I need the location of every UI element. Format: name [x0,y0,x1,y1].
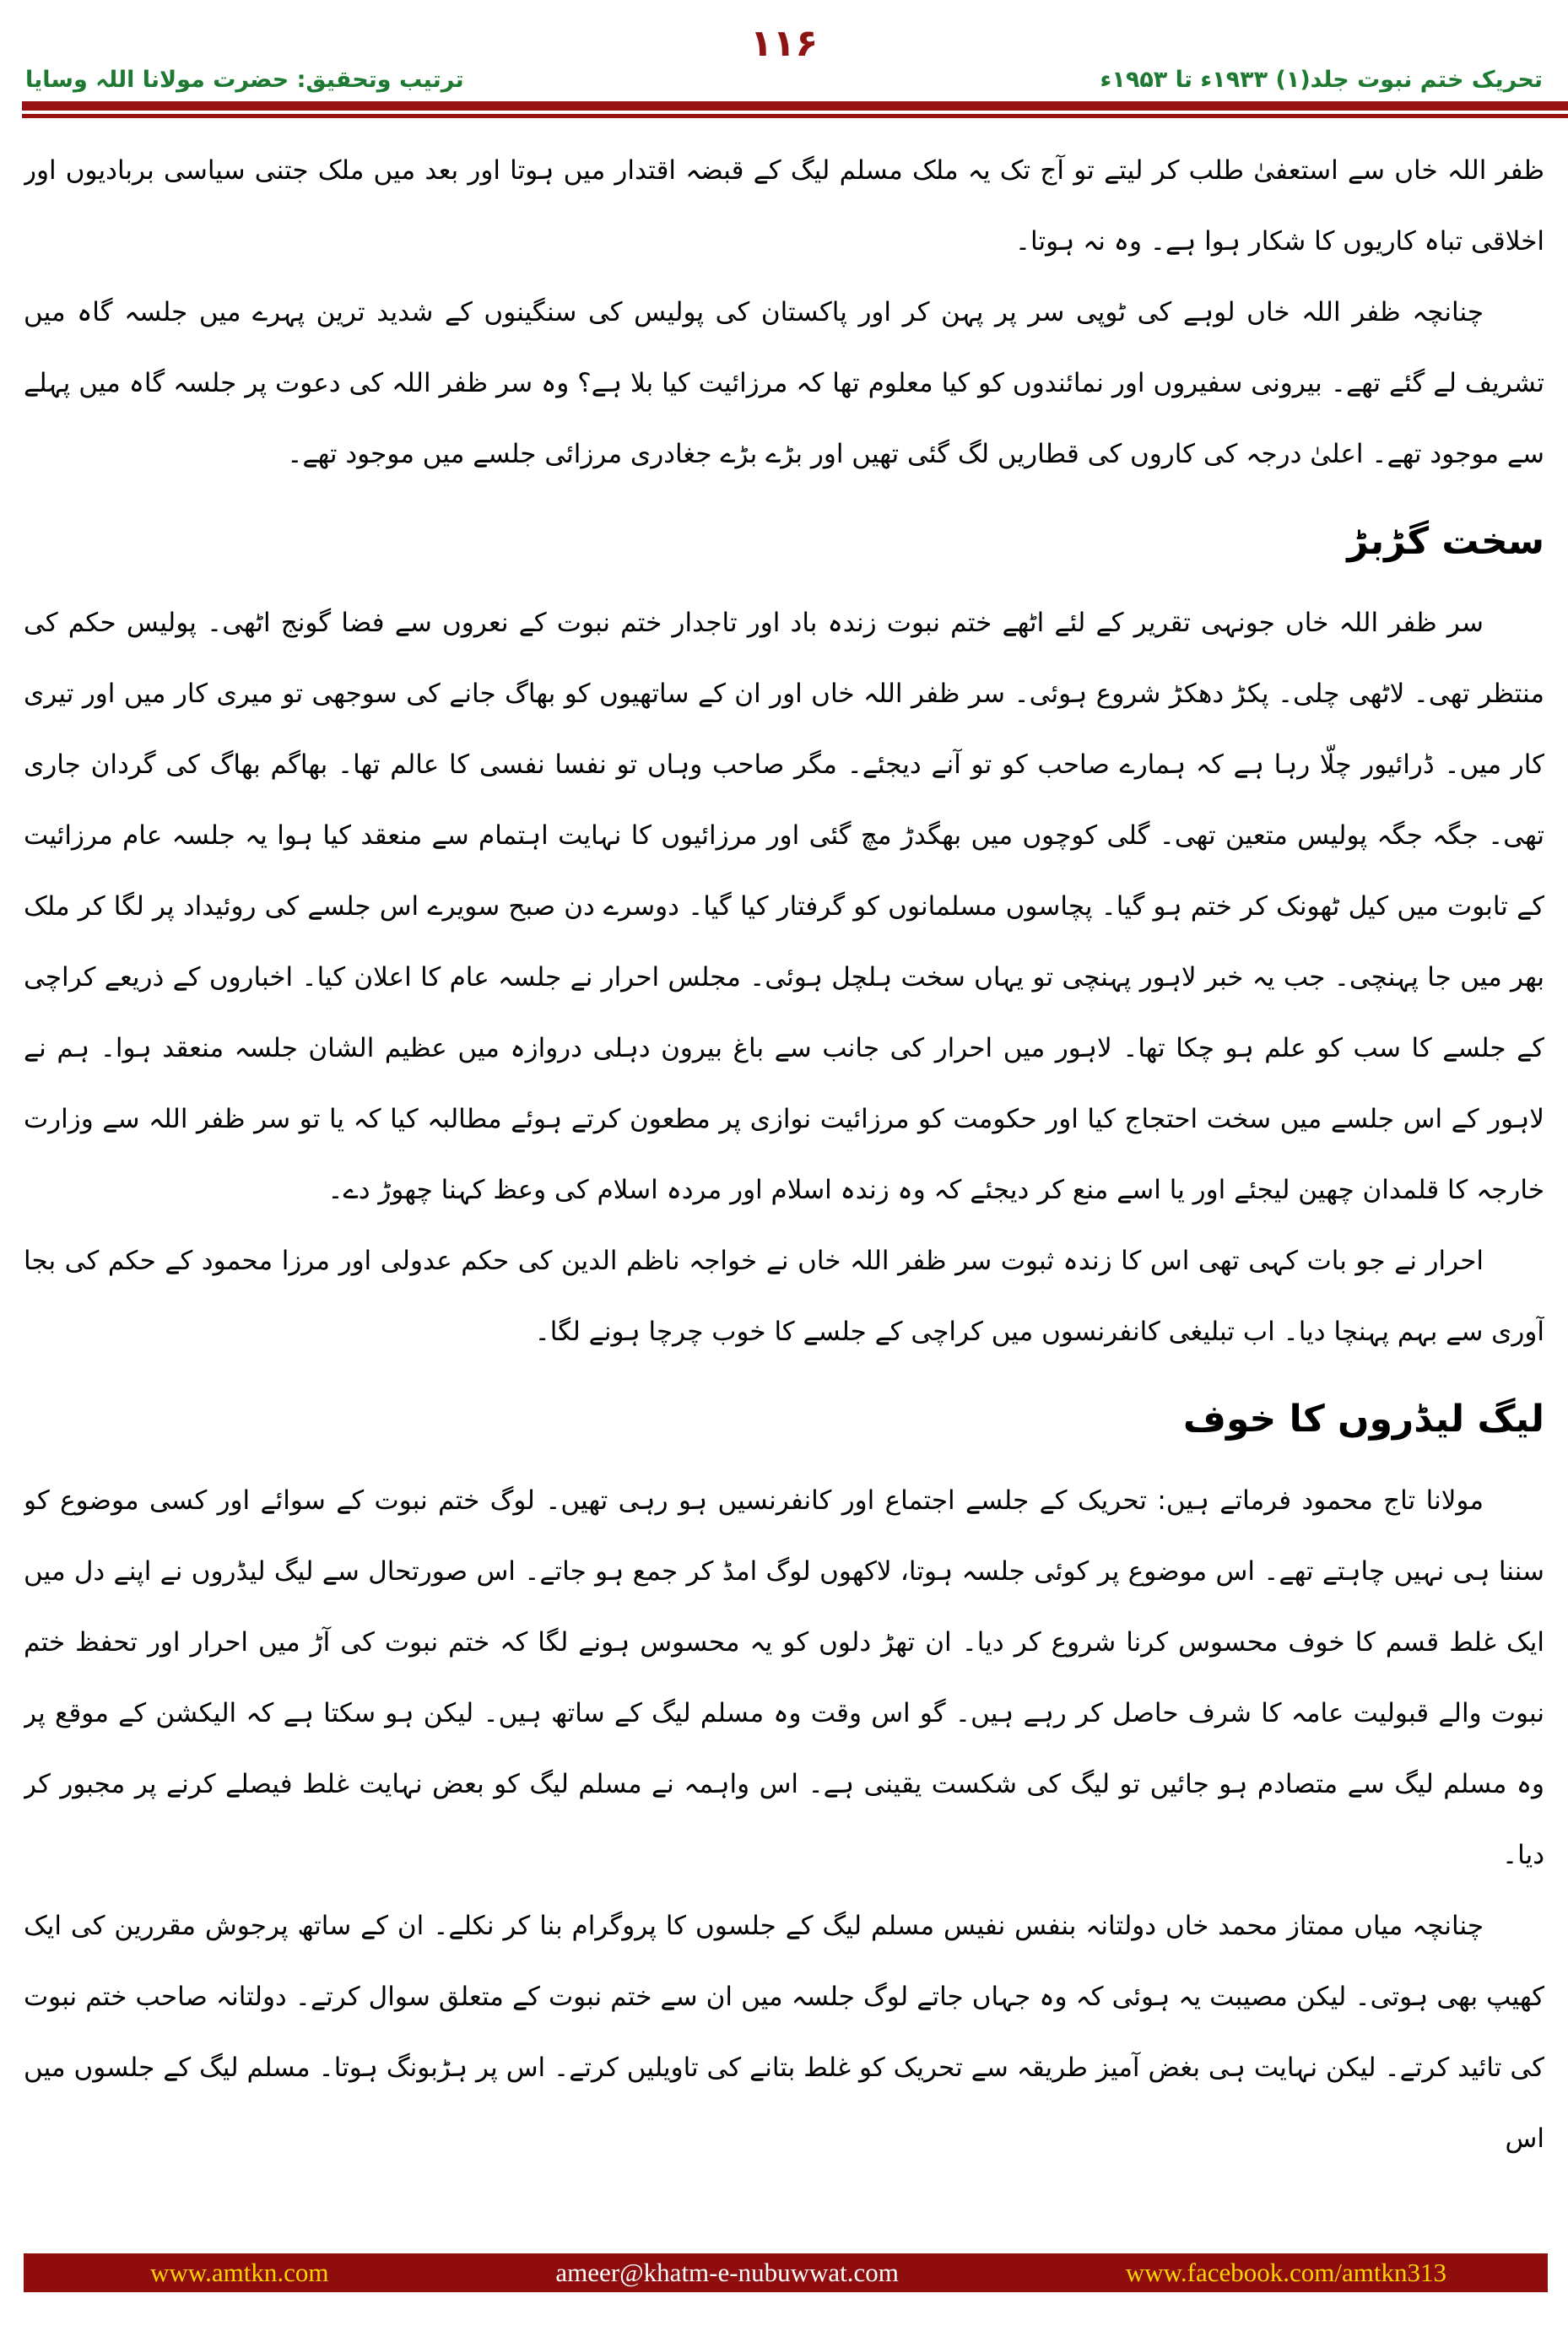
paragraph-intro: ظفر اللہ خاں سے استعفیٰ طلب کر لیتے تو آج تک یہ ملک مسلم لیگ کے قبضہ اقتدار میں ہوتا اور بعد میں ملک جتنی سیاسی بربادیوں اور اخلاقی تباہ کاریوں کا شکار ہوا ہے۔ وہ نہ ہوتا۔ [24,155,1544,257]
footer-email-link[interactable]: ameer@khatm-e-nubuwwat.com [555,2258,899,2287]
divider-thick-line [22,101,1568,111]
header-divider [22,101,1568,118]
paragraph-daultana: چنانچہ میاں ممتاز محمد خاں دولتانہ بنفس نفیس مسلم لیگ کے جلسوں کا پروگرام بنا کر نکلے۔ ان کے ساتھ پرجوش مقررین کی ایک کھیپ بھی ہوتی۔ لیکن مصیبت یہ ہوئی کہ وہ جہاں جاتے لوگ جلسہ میں ان سے ختم نبوت کے متعلق سوال کرتے۔ دولتانہ صاحب ختم نبوت کی تائید کرتے۔ لیکن نہایت ہی بغض آمیز طریقہ سے تحریک کو غلط بتانے کی تاویلیں کرتے۔ اس پر ہڑبونگ ہوتا۔ مسلم لیگ کے جلسوں میں اس [24,1911,1544,2154]
footer-facebook-link[interactable]: www.facebook.com/amtkn313 [1125,2258,1446,2287]
paragraph-karachi-jalsa: سر ظفر اللہ خاں جونہی تقریر کے لئے اٹھے ختم نبوت زندہ باد اور تاجدار ختم نبوت کے نعروں سے فضا گونج اٹھی۔ پولیس حکم کی منتظر تھی۔ لاٹھی چلی۔ پکڑ دھکڑ شروع ہوئی۔ سر ظفر اللہ خاں اور ان کے ساتھیوں کو بھاگ جانے کی سوجھی تو میری کار میں اور تیری کار میں۔ ڈرائیور چلّا رہا ہے کہ ہمارے صاحب کو تو آنے دیجئے۔ مگر صاحب وہاں تو نفسا نفسی کا عالم تھا۔ بھاگم بھاگ کی گردان جاری تھی۔ جگہ جگہ پولیس متعین تھی۔ گلی کوچوں میں بھگدڑ مچ گئی اور مرزائیوں کا نہایت اہتمام سے منعقد کیا ہوا یہ جلسہ عام مرزائیت کے تابوت میں کیل ٹھونک کر ختم ہو گیا۔ پچاسوں مسلمانوں کو گرفتار کیا گیا۔ دوسرے دن صبح سویرے اس جلسے کی روئیداد پر لگا کر ملک بھر میں جا پہنچی۔ جب یہ خبر لاہور پہنچی تو یہاں سخت ہلچل ہوئی۔ مجلس احرار نے جلسہ عام کا اعلان کیا۔ اخباروں کے ذریعے کراچی کے جلسے کا سب کو علم ہو چکا تھا۔ لاہور میں احرار کی جانب سے باغ بیرون دہلی دروازہ میں عظیم الشان جلسہ منعقد ہوا۔ ہم نے لاہور کے اس جلسے میں سخت احتجاج کیا اور حکومت کو مرزائیت نوازی پر مطعون کرتے ہوئے مطالبہ کیا کہ یا تو سر ظفر اللہ سے وزارت خارجہ کا قلمدان چھین لیجئے اور یا اسے منع کر دیجئے کہ وہ زندہ اسلام اور مردہ اسلام کی وعظ کہنا چھوڑ دے۔ [24,608,1544,1205]
section-heading-league-leaders-fear: لیگ لیڈروں کا خوف [1182,1398,1544,1441]
paragraph-ahrar-saboot: احرار نے جو بات کہی تھی اس کا زندہ ثبوت سر ظفر اللہ خاں نے خواجہ ناظم الدین کی حکم عدولی اور مرزا محمود کے حکم کی بجا آوری سے بہم پہنچا دیا۔ اب تبلیغی کانفرنسوں میں کراچی کے جلسے کا خوب چرچا ہونے لگا۔ [24,1246,1544,1347]
footer-bar [24,2253,1548,2292]
paragraph-jalsa-gah: چنانچہ ظفر اللہ خاں لوہے کی ٹوپی سر پر پہن کر اور پاکستان کی پولیس کی سنگینوں کے شدید ترین پہرے میں جلسہ گاہ میں تشریف لے گئے تھے۔ بیرونی سفیروں اور نمائندوں کو کیا معلوم تھا کہ مرزائیت کیا بلا ہے؟ وہ سر ظفر اللہ کی دعوت پر جلسہ گاہ میں پہلے سے موجود تھے۔ اعلیٰ درجہ کی کاروں کی قطاریں لگ گئی تھیں اور بڑے بڑے جغادری مرزائی جلسے میں موجود تھے۔ [24,297,1544,469]
header-book-title: تحریک ختم نبوت جلد(۱) ۱۹۳۳ء تا ۱۹۵۳ء [1100,67,1543,93]
page-body [24,135,1544,2241]
page-number: ۱۱۶ [749,22,819,65]
header-editor-title: ترتیب وتحقیق: حضرت مولانا اللہ وسایا [25,67,464,93]
section-heading-sakht-garbar: سخت گڑبڑ [1347,520,1544,563]
paragraph-taj-mahmood: مولانا تاج محمود فرماتے ہیں: تحریک کے جلسے اجتماع اور کانفرنسیں ہو رہی تھیں۔ لوگ ختم نبوت کے سوائے اور کسی موضوع کو سننا ہی نہیں چاہتے تھے۔ اس موضوع پر کوئی جلسہ ہوتا، لاکھوں لوگ امڈ کر جمع ہو جاتے۔ اس صورتحال سے لیگ لیڈروں نے اپنے دل میں ایک غلط قسم کا خوف محسوس کرنا شروع کر دیا۔ ان تھڑ دلوں کو یہ محسوس ہونے لگا کہ ختم نبوت کی آڑ میں احرار اور تحفظ ختم نبوت والے قبولیت عامہ کا شرف حاصل کر رہے ہیں۔ گو اس وقت وہ مسلم لیگ کے ساتھ ہیں۔ لیکن ہو سکتا ہے کہ الیکشن کے موقع پر وہ مسلم لیگ سے متصادم ہو جائیں تو لیگ کی شکست یقینی ہے۔ اس واہمہ نے مسلم لیگ کو بعض نہایت غلط فیصلے کرنے پر مجبور کر دیا۔ [24,1485,1544,1870]
divider-thin-line [22,114,1568,118]
footer-website-link[interactable]: www.amtkn.com [150,2258,329,2287]
